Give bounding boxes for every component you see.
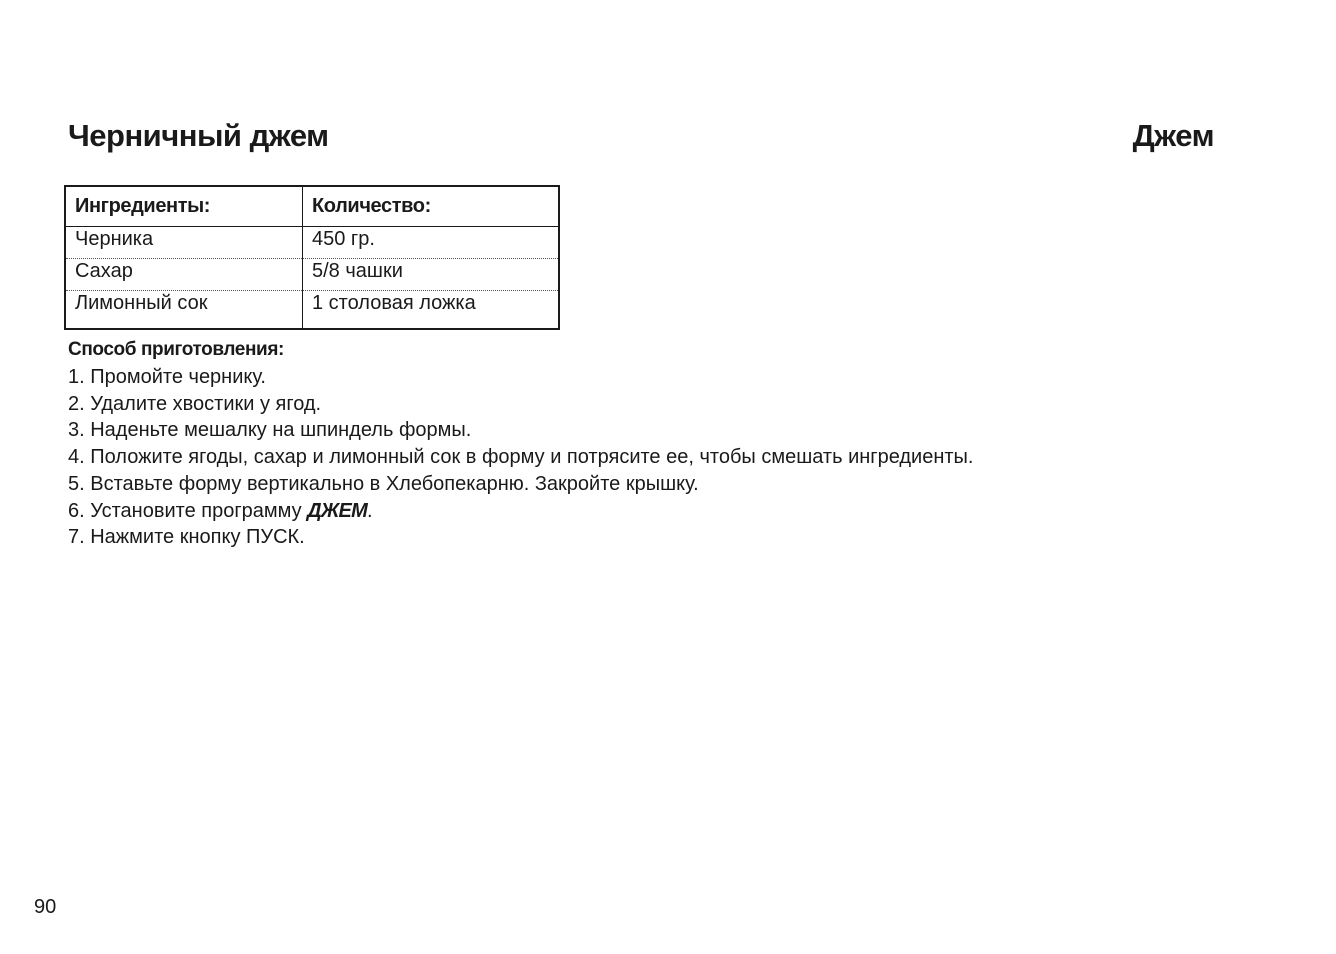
ingredient-cell: Лимонный сок [65, 291, 303, 330]
page-title: Черничный джем [68, 118, 329, 153]
table-header-row [65, 186, 559, 227]
table-row [65, 259, 559, 291]
method-steps-list [68, 364, 974, 551]
method-step: 4. Положите ягоды, сахар и лимонный сок в форму и потрясите ее, чтобы смешать ингредиенты. [68, 446, 974, 469]
ingredients-table [64, 185, 560, 330]
ingredients-column-header: Ингредиенты: [65, 186, 303, 227]
table-row [65, 227, 559, 259]
page-number: 90 [34, 896, 57, 918]
program-name: ДЖЕМ [307, 499, 367, 522]
quantity-cell: 1 столовая ложка [312, 292, 476, 314]
table-row [65, 291, 559, 330]
ingredient-cell: Сахар [65, 259, 303, 291]
quantity-column-header: Количество: [303, 186, 560, 227]
method-step: 1. Промойте чернику. [68, 366, 266, 388]
method-step: 5. Вставьте форму вертикально в Хлебопекарню. Закройте крышку. [68, 472, 699, 495]
method-step-text: 6. Установите программу [68, 499, 308, 522]
section-title: Джем [1132, 118, 1214, 153]
method-step: 7. Нажмите кнопку ПУСК. [68, 526, 305, 549]
method-step [68, 498, 974, 525]
ingredient-cell: Черника [65, 227, 303, 259]
method-heading: Способ приготовления: [68, 339, 284, 360]
method-step: 3. Наденьте мешалку на шпиндель формы. [68, 419, 472, 442]
quantity-cell: 450 гр. [303, 227, 560, 259]
quantity-cell: 5/8 чашки [303, 259, 560, 291]
method-step: 2. Удалите хвостики у ягод. [68, 392, 322, 415]
method-step-punctuation: . [366, 499, 373, 522]
